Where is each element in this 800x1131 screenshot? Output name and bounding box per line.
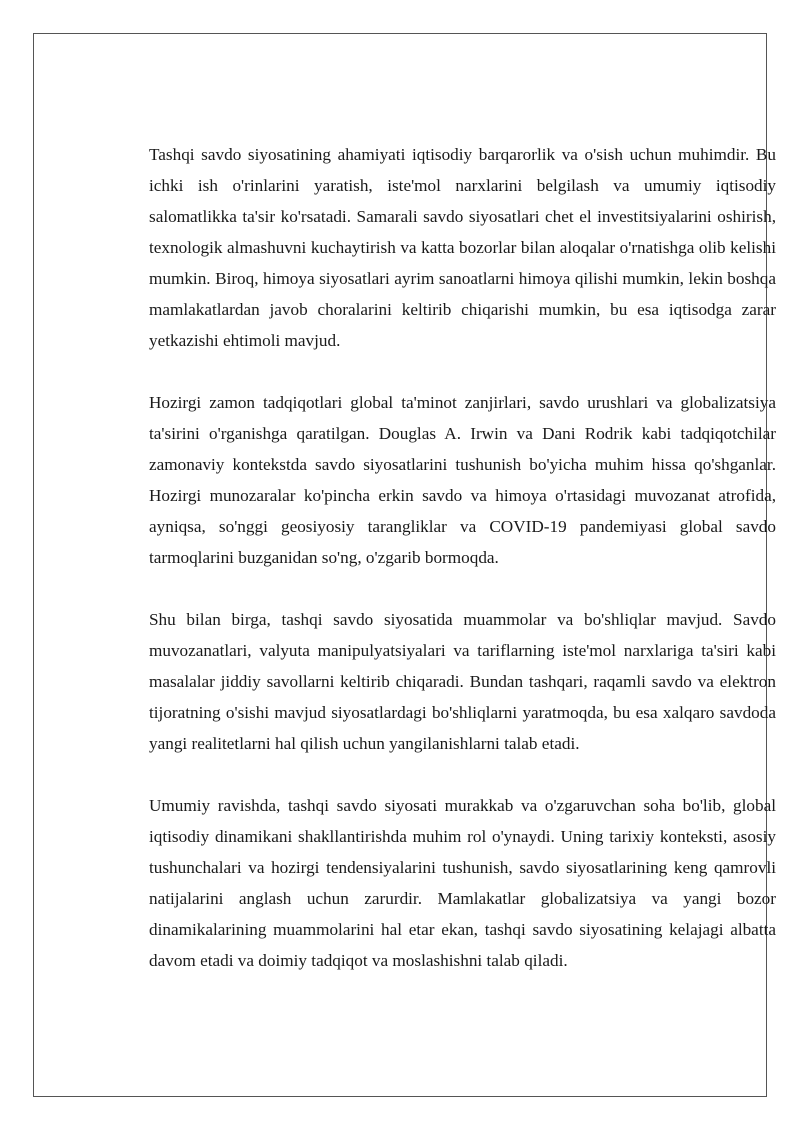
paragraph-2: Hozirgi zamon tadqiqotlari global ta'minot zanjirlari, savdo urushlari va globalizatsiya ta'sirini o'rganishga qaratilgan. Douglas A. Irwin va Dani Rodrik kabi tadqiqotchilar zamonaviy kontekstda savdo siyosatlarini tushunish bo'yicha muhim hissa qo'shganlar. Hozirgi munozaralar ko'pincha erkin savdo va himoya o'rtasidagi muvozanat atrofida, ayniqsa, so'nggi geosiyosiy tarangliklar va COVID-19 pandemiyasi global savdo tarmoqlarini buzganidan so'ng, o'zgarib bormoqda. <box>149 393 776 567</box>
paragraph-3: Shu bilan birga, tashqi savdo siyosatida muammolar va bo'shliqlar mavjud. Savdo muvozanatlari, valyuta manipulyatsiyalari va tariflarning iste'mol narxlariga ta'siri kabi masalalar jiddiy savollarni keltirib chiqaradi. Bundan tashqari, raqamli savdo va elektron tijoratning o'sishi mavjud siyosatlardagi bo'shliqlarni yaratmoqda, bu esa xalqaro savdoda yangi realitetlarni hal qilish uchun yangilanishlarni talab etadi. <box>149 610 776 753</box>
page <box>33 33 776 1097</box>
document-body <box>149 139 776 976</box>
paragraph-4: Umumiy ravishda, tashqi savdo siyosati murakkab va o'zgaruvchan soha bo'lib, global iqtisodiy dinamikani shakllantirishda muhim rol o'ynaydi. Uning tarixiy konteksti, asosiy tushunchalari va hozirgi tendensiyalarini tushunish, savdo siyosatlarining keng qamrovli natijalarini anglash uchun zarurdir. Mamlakatlar globalizatsiya va yangi bozor dinamikalarining muammolarini hal etar ekan, tashqi savdo siyosatining kelajagi albatta davom etadi va doimiy tadqiqot va moslashishni talab qiladi. <box>149 796 776 970</box>
paragraph-1: Tashqi savdo siyosatining ahamiyati iqtisodiy barqarorlik va o'sish uchun muhimdir. Bu ichki ish o'rinlarini yaratish, iste'mol narxlarini belgilash va umumiy iqtisodiy salomatlikka ta'sir ko'rsatadi. Samarali savdo siyosatlari chet el investitsiyalarini oshirish, texnologik almashuvni kuchaytirish va katta bozorlar bilan aloqalar o'rnatishga olib kelishi mumkin. Biroq, himoya siyosatlari ayrim sanoatlarni himoya qilishi mumkin, lekin boshqa mamlakatlardan javob choralarini keltirib chiqarishi mumkin, bu esa iqtisodga zarar yetkazishi ehtimoli mavjud. <box>149 145 776 350</box>
